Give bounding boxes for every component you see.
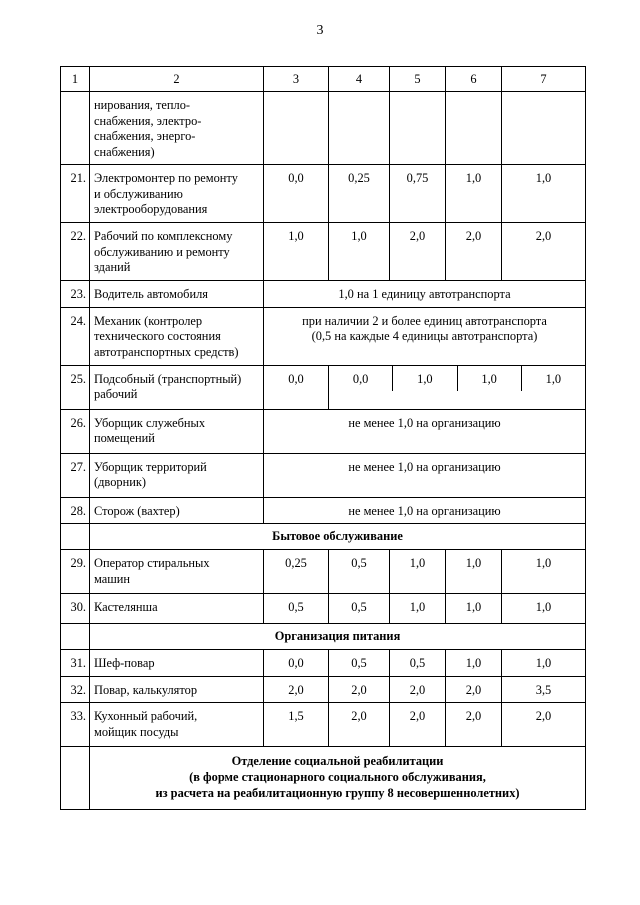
- value-cell: 2,0: [329, 703, 390, 747]
- page-number: 3: [316, 23, 324, 38]
- position-name-line: Рабочий по комплексному: [94, 229, 233, 243]
- position-name: [90, 650, 264, 677]
- position-name: [90, 703, 264, 747]
- header-cell: 1: [61, 67, 90, 92]
- value-cell: 0,5: [329, 650, 390, 677]
- position-name-line: снабжения, энерго-: [94, 129, 196, 143]
- value-cell: 1,5: [264, 703, 329, 747]
- norm-note: [264, 281, 586, 308]
- position-name: [90, 223, 264, 281]
- value-cell: 1,0: [264, 223, 329, 281]
- norm-note: [264, 409, 586, 453]
- position-name-line: Подсобный (транспортный): [94, 371, 242, 386]
- value-cell: 2,0: [390, 703, 446, 747]
- value-cell: 2,0: [446, 676, 502, 703]
- value-cell: 0,0: [264, 165, 329, 223]
- position-name-line: и обслуживанию: [94, 186, 183, 201]
- position-name: [90, 676, 264, 703]
- row-number: 22.: [61, 223, 90, 281]
- header-cell: 5: [390, 67, 446, 92]
- norm-note: [264, 497, 586, 524]
- norm-note-line: не менее 1,0 на организацию: [348, 503, 501, 518]
- position-name-line: Уборщик территорий: [94, 459, 207, 474]
- position-name-line: Механик (контролер: [94, 313, 203, 328]
- value-cell: 1,0: [392, 366, 456, 392]
- row-number: [61, 524, 90, 550]
- table-row: [61, 165, 586, 223]
- header-cell: 2: [90, 67, 264, 92]
- value-cell: 1,0: [502, 650, 586, 677]
- value-cell: [264, 92, 329, 165]
- section-title-line: (в форме стационарного социального обслуживания,: [189, 770, 486, 784]
- norm-note-line: (0,5 на каждые 4 единицы автотранспорта): [311, 329, 538, 343]
- section-title-catering: Организация питания: [90, 624, 586, 650]
- position-name: [90, 92, 264, 165]
- row-number: 29.: [61, 550, 90, 594]
- value-cell: 1,0: [521, 366, 585, 392]
- position-name-line: машин: [94, 571, 131, 586]
- table-row: [61, 497, 586, 524]
- position-name: [90, 165, 264, 223]
- table-row: [61, 307, 586, 365]
- position-name: [90, 281, 264, 308]
- value-cell: 1,0: [446, 650, 502, 677]
- row-number: 27.: [61, 453, 90, 497]
- position-name-line: мойщик посуды: [94, 724, 179, 739]
- position-name-line: (дворник): [94, 475, 146, 489]
- position-name: [90, 453, 264, 497]
- value-cell: 0,5: [329, 550, 390, 594]
- section-row: [61, 524, 586, 550]
- position-name-line: технического состояния: [94, 329, 221, 343]
- header-cell: 3: [264, 67, 329, 92]
- value-cell: 2,0: [329, 676, 390, 703]
- value-cell: [329, 92, 390, 165]
- section-title-line: из расчета на реабилитационную группу 8 несовершеннолетних): [155, 786, 520, 800]
- value-cell: 0,5: [390, 650, 446, 677]
- position-name-line: помещений: [94, 431, 155, 445]
- row-number: 25.: [61, 365, 90, 409]
- row-number: [61, 747, 90, 810]
- value-cell: 2,0: [446, 703, 502, 747]
- table-row: [61, 409, 586, 453]
- value-group: [329, 365, 586, 409]
- position-name-line: Повар, калькулятор: [94, 682, 198, 697]
- position-name-line: Электромонтер по ремонту: [94, 171, 238, 185]
- value-cell: 0,25: [329, 165, 390, 223]
- value-cell: 1,0: [502, 594, 586, 624]
- table-header-row: [61, 67, 586, 92]
- value-cell: 2,0: [446, 223, 502, 281]
- section-title-line: Отделение социальной реабилитации: [231, 754, 444, 768]
- value-cell: [390, 92, 446, 165]
- row-number: 33.: [61, 703, 90, 747]
- header-cell: 7: [502, 67, 586, 92]
- position-name-line: снабжения): [94, 144, 155, 159]
- value-cell: 1,0: [390, 550, 446, 594]
- table-row: [61, 594, 586, 624]
- value-cell: 0,5: [329, 594, 390, 624]
- row-number: [61, 624, 90, 650]
- table-row: [61, 92, 586, 165]
- value-cell: 1,0: [446, 550, 502, 594]
- position-name-line: Сторож (вахтер): [94, 503, 180, 518]
- position-name-line: обслуживанию и ремонту: [94, 244, 230, 259]
- norm-note: [264, 307, 586, 365]
- header-cell: 4: [329, 67, 390, 92]
- value-cell: 2,0: [502, 703, 586, 747]
- norm-note-line: не менее 1,0 на организацию: [348, 459, 501, 474]
- table-row: [61, 550, 586, 594]
- position-name-line: Водитель автомобиля: [94, 287, 208, 301]
- position-name-line: Кухонный рабочий,: [94, 709, 198, 723]
- position-name: [90, 550, 264, 594]
- value-cell: 0,25: [264, 550, 329, 594]
- position-name: [90, 594, 264, 624]
- table-row: [61, 650, 586, 677]
- position-name-line: нирования, тепло-: [94, 98, 191, 112]
- value-cell: 1,0: [329, 223, 390, 281]
- table-row: [61, 281, 586, 308]
- value-cell: 0,5: [264, 594, 329, 624]
- norm-note-line: 1,0 на 1 единицу автотранспорта: [338, 287, 511, 301]
- value-cell: 1,0: [502, 550, 586, 594]
- header-cell: 6: [446, 67, 502, 92]
- position-name-line: Кастелянша: [94, 600, 158, 614]
- section-row: [61, 747, 586, 810]
- norm-note: [264, 453, 586, 497]
- table-row: [61, 676, 586, 703]
- section-title-rehab: [90, 747, 586, 810]
- section-row: [61, 624, 586, 650]
- value-cell: 2,0: [390, 223, 446, 281]
- row-number: 28.: [61, 497, 90, 524]
- row-number: 26.: [61, 409, 90, 453]
- norm-note-line: не менее 1,0 на организацию: [348, 415, 501, 430]
- value-cell: 2,0: [264, 676, 329, 703]
- value-cell: 1,0: [457, 366, 521, 392]
- value-cell: 1,0: [446, 165, 502, 223]
- position-name-line: Уборщик служебных: [94, 415, 206, 430]
- value-cell: 0,0: [352, 371, 369, 386]
- position-name: [90, 307, 264, 365]
- position-name-line: снабжения, электро-: [94, 113, 202, 128]
- row-number: [61, 92, 90, 165]
- section-title-household: Бытовое обслуживание: [90, 524, 586, 550]
- row-number: 31.: [61, 650, 90, 677]
- value-cell: 1,0: [390, 594, 446, 624]
- position-name-line: Шеф-повар: [94, 656, 155, 670]
- position-name-line: рабочий: [94, 387, 138, 401]
- value-cell: 1,0: [502, 165, 586, 223]
- value-cell: 0,75: [390, 165, 446, 223]
- position-name-line: Оператор стиральных: [94, 556, 210, 570]
- value-cell: 0,0: [264, 365, 329, 409]
- value-cell: 1,0: [446, 594, 502, 624]
- position-name: [90, 409, 264, 453]
- row-number: 32.: [61, 676, 90, 703]
- position-name: [90, 497, 264, 524]
- value-cell: 2,0: [502, 223, 586, 281]
- position-name: [90, 365, 264, 409]
- table-row: [61, 365, 586, 409]
- row-number: 24.: [61, 307, 90, 365]
- position-name-line: зданий: [94, 260, 131, 274]
- value-cell: 2,0: [390, 676, 446, 703]
- table-row: [61, 703, 586, 747]
- value-cell: [446, 92, 502, 165]
- table-row: [61, 223, 586, 281]
- row-number: 23.: [61, 281, 90, 308]
- position-name-line: электрооборудования: [94, 202, 208, 216]
- position-name-line: автотранспортных средств): [94, 344, 239, 359]
- norm-note-line: при наличии 2 и более единиц автотранспорта: [302, 313, 547, 328]
- table-row: [61, 453, 586, 497]
- value-cell: 0,0: [264, 650, 329, 677]
- row-number: 21.: [61, 165, 90, 223]
- row-number: 30.: [61, 594, 90, 624]
- staff-table: [60, 66, 586, 810]
- value-cell: [502, 92, 586, 165]
- value-cell: 3,5: [502, 676, 586, 703]
